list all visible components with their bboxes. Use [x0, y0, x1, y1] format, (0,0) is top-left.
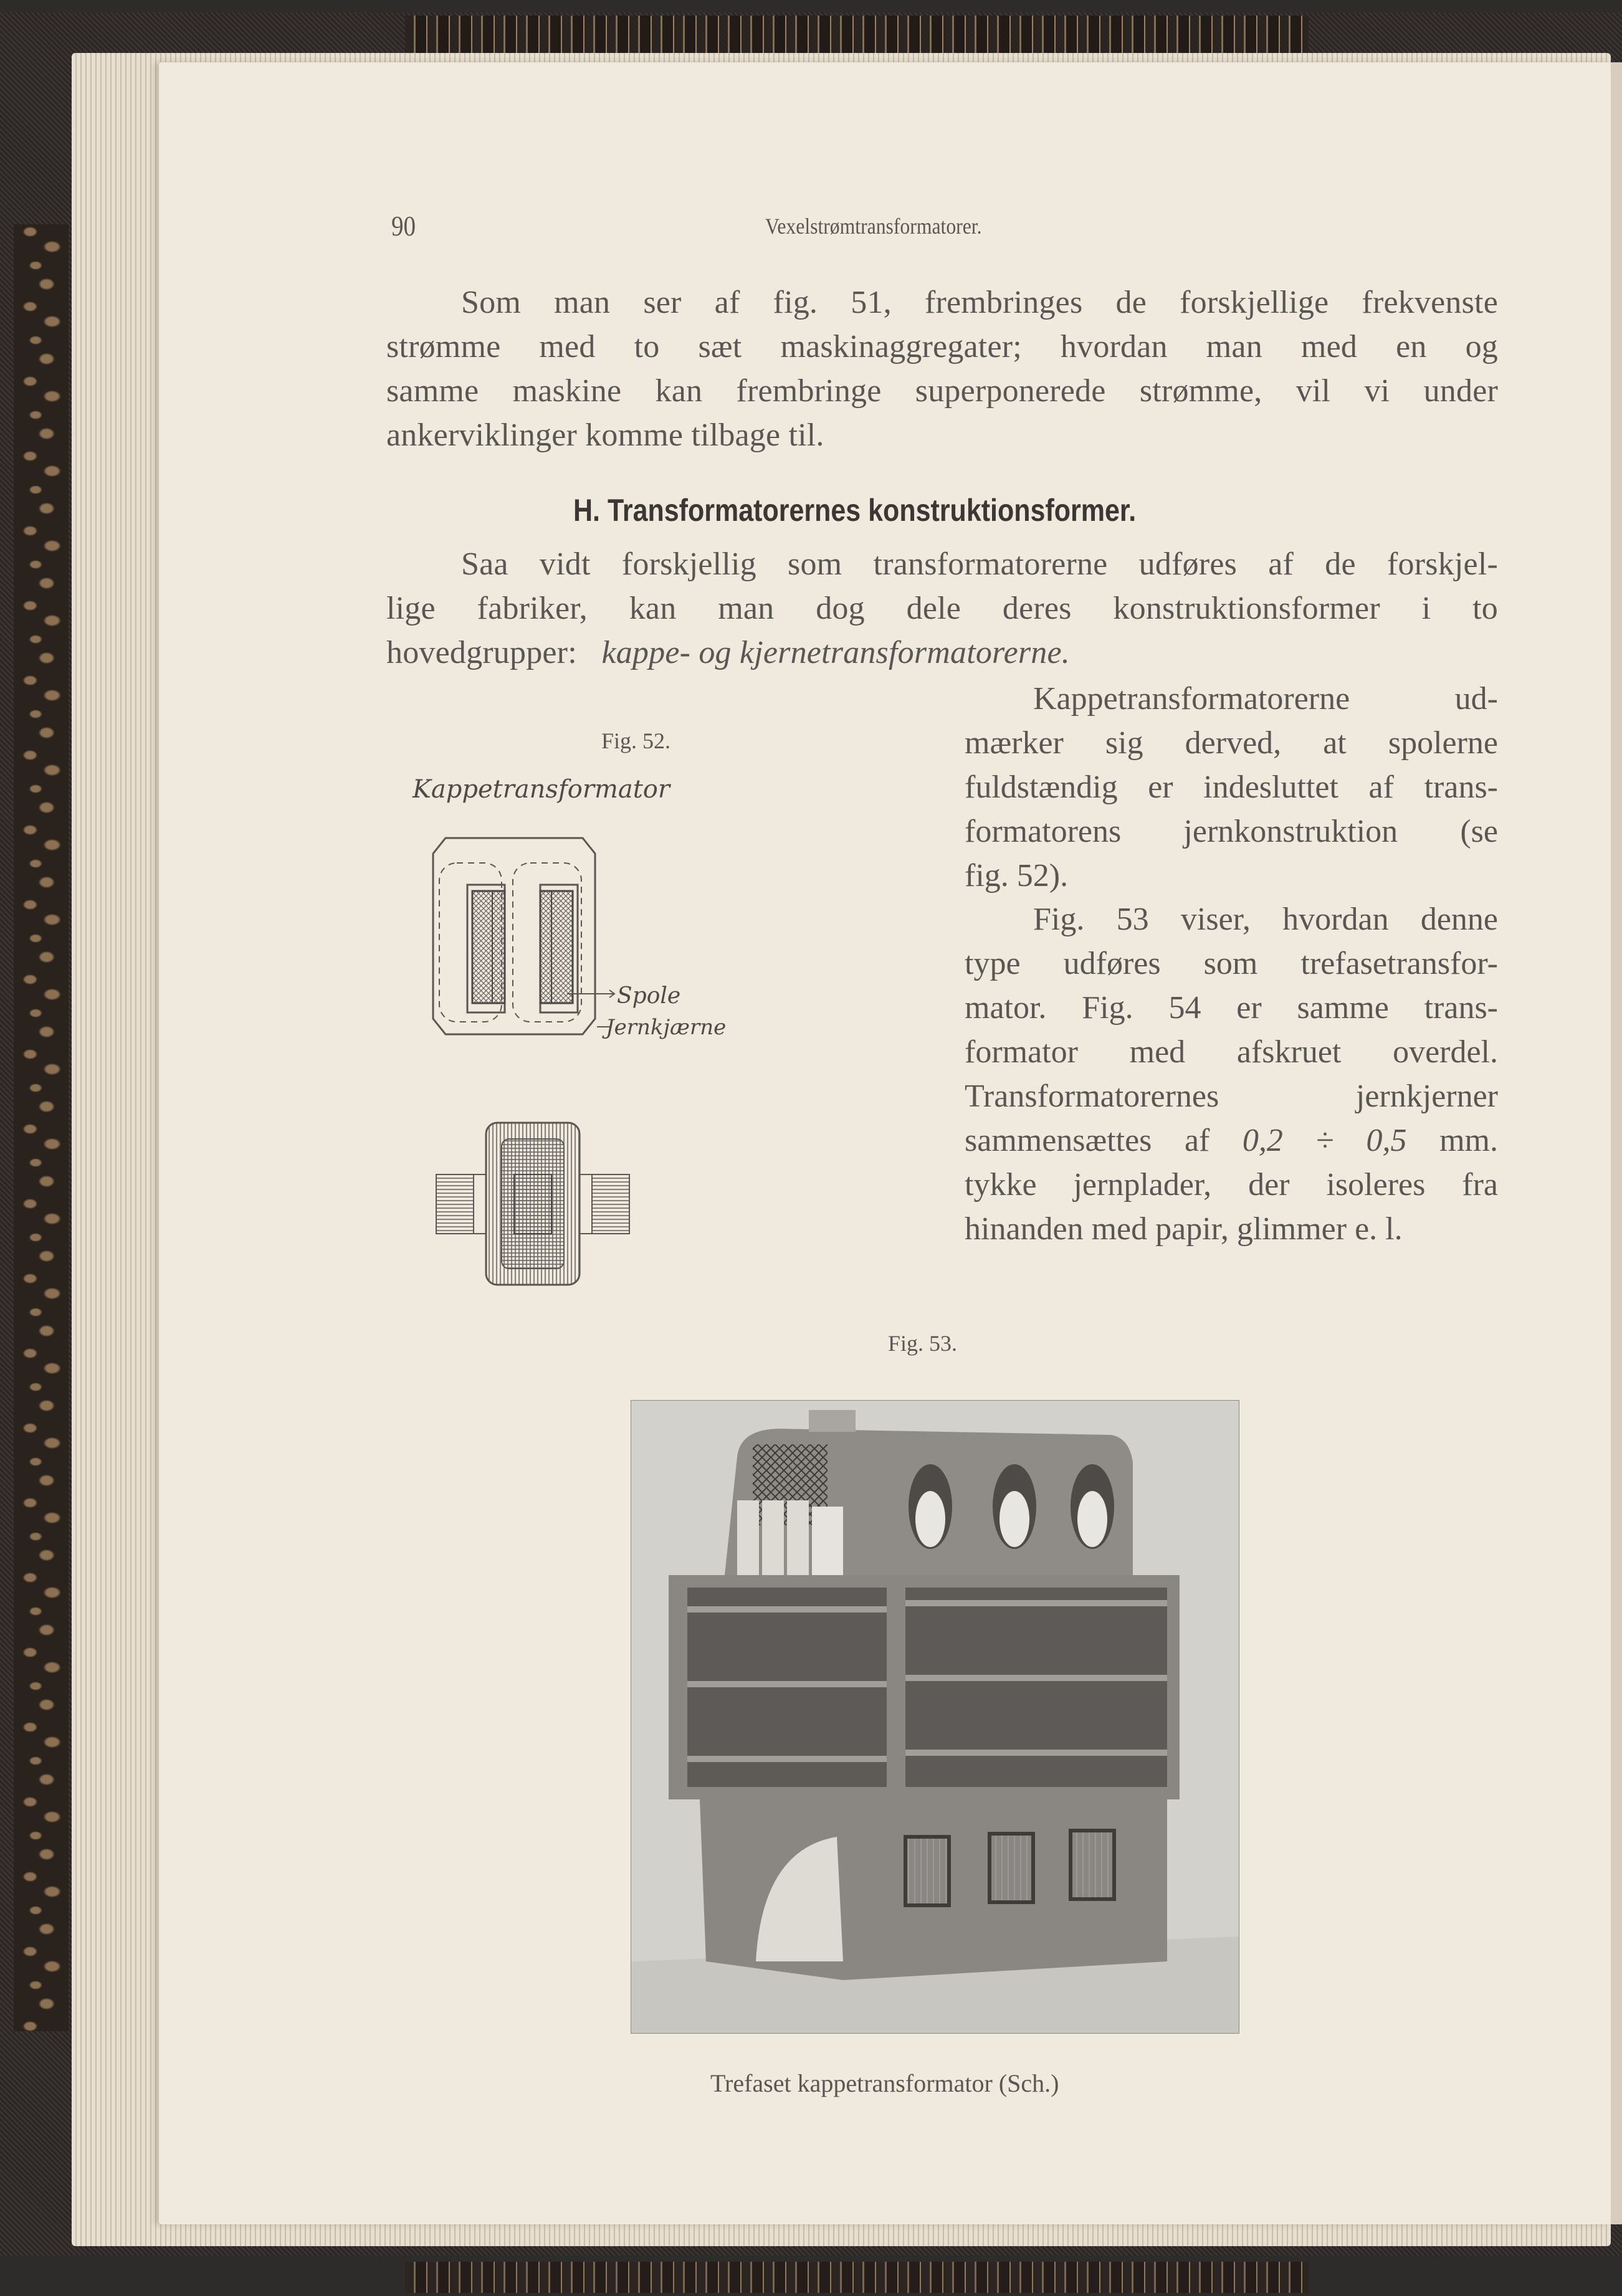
text-line: tykke jernplader, der isoleres fra — [965, 1167, 1498, 1203]
page-number: 90 — [391, 210, 416, 242]
laminated-core-drawing — [424, 1109, 735, 1290]
gutter-edge — [1611, 62, 1622, 2224]
text-line: mærker sig derved, at spolerne — [965, 725, 1498, 761]
text-line: strømme med to sæt maskinaggregater; hvordan man med en og — [386, 329, 1498, 364]
figure-53-photo — [631, 1400, 1239, 2034]
text-span: hovedgrupper: — [386, 635, 577, 670]
figure-52-title: Kappetransformator — [413, 775, 670, 804]
text-span: sammensættes af — [965, 1123, 1210, 1158]
figure-53-caption: Trefaset kappetransformator (Sch.) — [710, 2069, 1059, 2097]
marbled-edge — [14, 224, 69, 2031]
right-coil-section — [592, 1174, 629, 1234]
running-head — [391, 209, 1513, 247]
text-line — [386, 631, 1498, 675]
core-inner-window — [514, 1174, 551, 1234]
text-line: formator med afskruet overdel. — [965, 1034, 1498, 1070]
text-span: mm. — [1439, 1123, 1499, 1158]
text-line: samme maskine kan frembringe superponerede strømme, vil vi under — [386, 373, 1498, 409]
three-phase-transformer-photo — [631, 1401, 1239, 2033]
text-line: hinanden med papir, glimmer e. l. — [965, 1211, 1403, 1247]
text-line: Fig. 53 viser, hvordan denne — [1033, 902, 1498, 937]
text-line: Saa vidt forskjellig som transformatorerne udføres af de forskjel- — [461, 546, 1498, 582]
paragraph-3 — [965, 677, 1498, 898]
text-line — [965, 1118, 1498, 1163]
running-head-title: Vexelstrømtransformatorer. — [765, 214, 982, 239]
core-cross-section — [424, 1109, 735, 1290]
text-line: lige fabriker, kan man dog dele deres konstruktionsformer i to — [386, 591, 1498, 626]
figure-52-diagram — [411, 766, 935, 1103]
lower-vent-2 — [990, 1834, 1033, 1902]
shell-transformer-diagram — [411, 766, 935, 1103]
text-line: mator. Fig. 54 er samme trans- — [965, 990, 1498, 1026]
paragraph-4 — [965, 897, 1498, 1251]
paragraph-2 — [386, 542, 1498, 675]
text-line: type udføres som trefasetransfor- — [965, 946, 1498, 981]
label-spole: Spole — [617, 983, 681, 1009]
terminal-1 — [737, 1500, 759, 1575]
figure-52-label: Fig. 52. — [601, 728, 671, 753]
text-line: fig. 52). — [965, 858, 1069, 893]
intro-paragraph — [386, 280, 1498, 457]
text-line: Kappetransformatorerne ud- — [1033, 681, 1498, 717]
text-line: Transformatorernes jernkjerner — [965, 1079, 1498, 1114]
text-line: ankerviklinger komme tilbage til. — [386, 417, 824, 453]
terminal-3 — [787, 1500, 809, 1575]
text-line: formatorens jernkonstruktion (se — [965, 814, 1498, 849]
left-coil-section — [436, 1174, 474, 1234]
text-line: fuldstændig er indesluttet af trans- — [965, 769, 1498, 805]
book-footband — [405, 2262, 1309, 2293]
section-heading: H. Transformatorernes konstruktionsformer. — [573, 493, 1137, 528]
italic-term: kappe- og kjernetransformatorerne. — [601, 635, 1070, 670]
figure-53-label: Fig. 53. — [888, 1331, 958, 1356]
terminal-2 — [762, 1500, 784, 1575]
coil-left — [472, 891, 505, 1003]
lower-vent-3 — [1071, 1831, 1114, 1899]
label-jernkjaerne: Jernkjærne — [606, 1015, 727, 1040]
lower-vent-1 — [905, 1837, 949, 1905]
coil-right — [540, 891, 573, 1003]
text-line: Som man ser af fig. 51, frembringes de forskjellige frekvenste — [461, 285, 1498, 320]
terminal-plate — [812, 1507, 843, 1575]
thickness-range: 0,2 ÷ 0,5 — [1242, 1123, 1407, 1158]
